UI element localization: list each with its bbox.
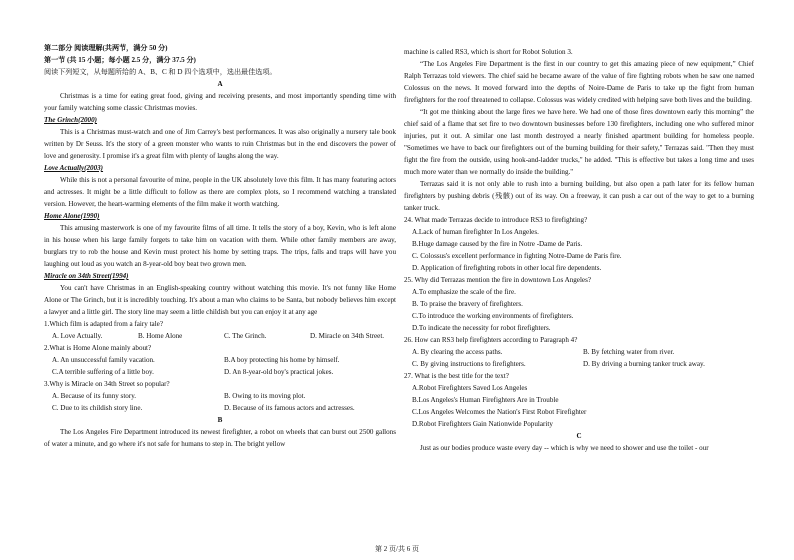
q3-option-d: D. Because of its famous actors and actresses. (224, 404, 355, 412)
passage-c-label: C (576, 432, 582, 440)
film-text-miracle: You can't have Christmas in an English-speaking country without watching this movie. It's not funny like Home Alone or The Grinch, but it is incredibly touching. It's about a man who claims to be Santa, but nobody believes him except a lawyer and a little girl. The story line may seem a little childish but you can enjoy it at any age (44, 284, 396, 316)
passage-b-paragraph-3: “It got me thinking about the large fires we have here. We had one of those fires downtown early this morning” the chief said of a flame that set fire to two downtown businesses before 130 firefighters, including one who suffered minor injuries, put it out. A similar one last month destroyed a nearly finished apartment building for homeless people. "Sometimes we have to back our firefighters out of the burning building for their safety," Terrazas said. "Then they must fight the fire from the outside, using hook-and-ladder trucks," he added. "This is effective but takes a long time and uses much more water than we normally do inside the building." (404, 108, 754, 176)
film-title-miracle: Miracle on 34th Street(1994) (44, 272, 129, 280)
q26-option-b: B. By fetching water from river. (583, 348, 675, 356)
question-3-options (44, 390, 396, 414)
question-3: 3.Why is Miracle on 34th Street so popular? (44, 380, 170, 388)
q24-option-c: C. Colossus's excellent performance in fighting Notre-Dame de Paris fire. (412, 252, 622, 260)
q24-option-a: A.Lack of human firefighter In Los Angeles. (412, 228, 539, 236)
q27-option-b: B.Los Angeles's Human Firefighters Are in Trouble (412, 396, 559, 404)
film-title-grinch: The Grinch(2000) (44, 116, 98, 124)
film-text-love-actually: While this is not a personal favourite of mine, people in the UK absolutely love this film. It has many featuring actors and actresses. It might be a little difficult to follow as there are complex plots, so I recommend watching a translated version. However, the heart-warming elements of the film make it worth watching. (44, 176, 396, 208)
q26-option-a: A. By clearing the access paths. (412, 348, 503, 356)
question-25-options (404, 286, 754, 334)
film-text-home-alone: This amusing masterwork is one of my favourite films of all time. It tells the story of a boy, Kevin, who is left alone in his house when his large family forgets to take him on vacation with them. While other family members are away, burglars try to rob the house and Kevin must protect his home by setting traps. The trips, falls and traps will have you laughing out loud as you watch an 8-year-old boy beat two grown men. (44, 224, 396, 268)
q25-option-d: D.To indicate the necessity for robot firefighters. (412, 324, 551, 332)
passage-b-continued: machine is called RS3, which is short for Robot Solution 3. (404, 48, 573, 56)
q2-option-d: D. An 8-year-old boy's practical jokes. (224, 368, 334, 376)
page-number: 第 2 页/共 6 页 (375, 545, 419, 553)
question-1: 1.Which film is adapted from a fairy tale? (44, 320, 163, 328)
question-1-options (44, 330, 396, 342)
passage-a-intro: Christmas is a time for eating great food, giving and receiving presents, and most importantly spending time with your family watching some classic Christmas movies. (44, 92, 396, 112)
q3-option-a: A. Because of its funny story. (52, 392, 137, 400)
q1-option-c: C. The Grinch. (224, 332, 267, 340)
q1-option-a: A. Love Actually. (52, 332, 103, 340)
passage-c-intro: Just as our bodies produce waste every day -- which is why we need to shower and use the toilet - our (420, 444, 709, 452)
right-column (404, 46, 754, 454)
question-24-options (404, 226, 754, 274)
left-column (44, 42, 396, 450)
question-27: 27. What is the best title for the text? (404, 372, 509, 380)
q27-option-c: C.Los Angeles Welcomes the Nation's First Robot Firefighter (412, 408, 587, 416)
q1-option-d: D. Miracle on 34th Street. (310, 332, 385, 340)
film-title-home-alone: Home Alone(1990) (44, 212, 100, 220)
q24-option-d: D. Application of firefighting robots in other local fire dependents. (412, 264, 602, 272)
q2-option-a: A. An unsuccessful family vacation. (52, 356, 155, 364)
question-26-options (404, 346, 754, 370)
passage-b-label: B (217, 416, 223, 424)
question-24: 24. What made Terrazas decide to introduce RS3 to firefighting? (404, 216, 588, 224)
q25-option-b: B. To praise the bravery of firefighters. (412, 300, 523, 308)
q25-option-c: C.To introduce the working environments of firefighters. (412, 312, 574, 320)
question-2: 2.What is Home Alone mainly about? (44, 344, 152, 352)
q26-option-d: D. By driving a burning tanker truck away. (583, 360, 705, 368)
passage-a-label: A (217, 80, 223, 88)
q1-option-b: B. Home Alone (138, 332, 183, 340)
question-2-options (44, 354, 396, 378)
q27-option-d: D.Robot Firefighters Gain Nationwide Popularity (412, 420, 553, 428)
passage-b-paragraph-2: “The Los Angeles Fire Department is the first in our country to get this amazing piece of new equipment,” Chief Ralph Terrazas told viewers. The chief said he became aware of the value of fire fighting robots when he saw one named Colossus on the news. It moved forward into the depths of Noire-Dame de Paris to take up the fight from human firefighters for the roof threatened to collapse. Colossus was widely credited with helping save both lives and the building. (404, 60, 754, 104)
question-27-options (404, 382, 754, 430)
question-26: 26. How can RS3 help firefighters according to Paragraph 4? (404, 336, 578, 344)
q2-option-c: C.A terrible suffering of a little boy. (52, 368, 154, 376)
passage-b-intro: The Los Angeles Fire Department introduced its newest firefighter, a robot on wheels that can burst out 2500 gallons of water a minute, and go where it's not safe for humans to step in. The bright yellow (44, 428, 396, 448)
instruction: 阅读下列短文，从每题所给的 A、B、C 和 D 四个选项中，选出最佳选项。 (44, 68, 277, 76)
q27-option-a: A.Robot Firefighters Saved Los Angeles (412, 384, 528, 392)
q2-option-b: B.A boy protecting his home by himself. (224, 356, 340, 364)
question-25: 25. Why did Terrazas mention the fire in downtown Los Angeles? (404, 276, 591, 284)
q26-option-c: C. By giving instructions to firefighters. (412, 360, 526, 368)
q24-option-b: B.Huge damage caused by the fire in Notre -Dame de Paris. (412, 240, 583, 248)
film-text-grinch: This is a Christmas must-watch and one of Jim Carrey's best performances. It was also originally a nursery tale book written by Dr Seuss. It's the story of a green monster who wants to ruin Christmas but in the end discovers the power of love and generosity. I promise it's a great film with plenty of laughs along the way. (44, 128, 396, 160)
passage-b-paragraph-4: Terrazas said it is not only able to rush into a burning building, but also open a path later for its fellow human firefighters by pushing debris (残骸) out of its way. On a freeway, it can push a car out of the way to get to a burning tanker truck. (404, 180, 754, 212)
q25-option-a: A.To emphasize the scale of the fire. (412, 288, 516, 296)
q3-option-c: C. Due to its childish story line. (52, 404, 143, 412)
q3-option-b: B. Owing to its moving plot. (224, 392, 306, 400)
subsection-title: 第一节 (共 15 小题；每小题 2.5 分，满分 37.5 分) (44, 56, 196, 64)
film-title-love-actually: Love Actually(2003) (44, 164, 104, 172)
section-title: 第二部分 阅读理解(共两节，满分 50 分) (44, 44, 168, 52)
